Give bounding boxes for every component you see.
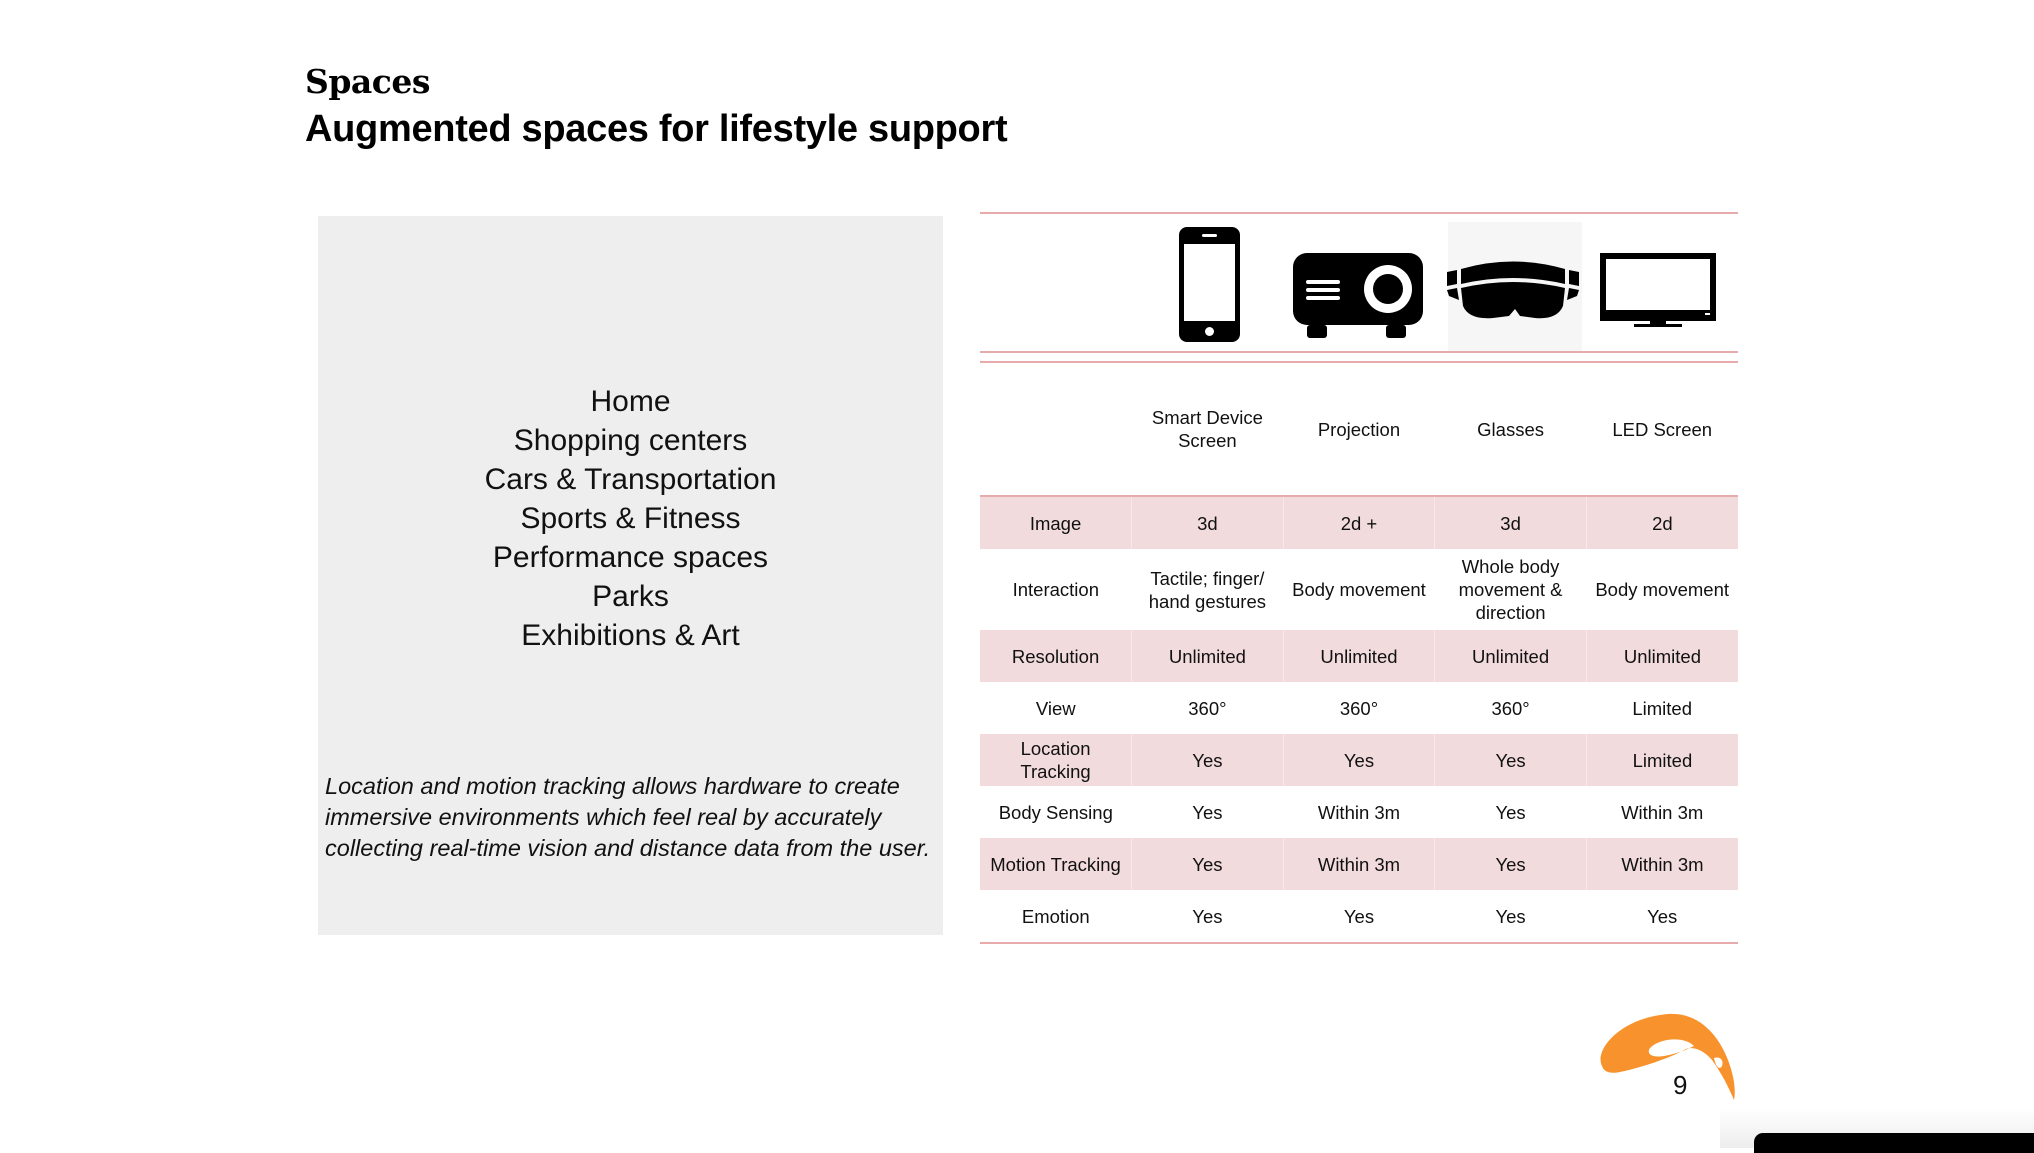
- space-item: Home: [590, 385, 671, 418]
- projector-icon: [1283, 214, 1434, 351]
- spaces-panel: [318, 216, 943, 935]
- cell: Yes: [1495, 801, 1526, 823]
- space-item: Cars & Transportation: [484, 463, 777, 496]
- cell: 360°: [1491, 697, 1530, 719]
- column-header: Smart Device Screen: [1151, 407, 1263, 451]
- cell: 360°: [1188, 697, 1227, 719]
- icon-cell-glasses: [1435, 214, 1587, 351]
- slide-title: Spaces: [305, 62, 430, 101]
- spaces-list: [318, 382, 943, 655]
- cell: Body movement: [1292, 579, 1426, 600]
- cell: Whole body movement & direction: [1458, 556, 1563, 623]
- table-row: [980, 497, 1738, 549]
- table-header-row: [980, 363, 1738, 495]
- table-row: [980, 734, 1738, 786]
- cell: Limited: [1586, 734, 1738, 786]
- space-item: Performance spaces: [492, 541, 769, 574]
- cell: Yes: [1192, 905, 1223, 927]
- space-item: Sports & Fitness: [520, 502, 741, 535]
- cell: Yes: [1192, 801, 1223, 823]
- cell: Tactile; finger/ hand gestures: [1148, 567, 1267, 612]
- cell: Limited: [1632, 697, 1692, 719]
- page-number: 9: [1673, 1070, 1688, 1100]
- cell: 360°: [1339, 697, 1379, 719]
- table-bottom-rule: [980, 942, 1738, 944]
- cell: Within 3m: [1621, 801, 1704, 823]
- table-row: [980, 630, 1738, 682]
- tv-monitor-icon: [1586, 214, 1737, 351]
- table-row: [980, 838, 1738, 890]
- table-row: [980, 682, 1738, 734]
- table-row: [980, 786, 1738, 838]
- cell: 2d +: [1283, 497, 1435, 549]
- cell: Within 3m: [1283, 838, 1435, 890]
- cell: Yes: [1435, 734, 1587, 786]
- cell: Yes: [1343, 905, 1375, 927]
- row-label: Image: [980, 497, 1132, 549]
- icon-cell-led-screen: [1586, 214, 1738, 351]
- cell: Yes: [1435, 838, 1587, 890]
- row-label: Emotion: [1021, 905, 1090, 927]
- cell: 3d: [1132, 497, 1284, 549]
- icon-cell-projection: [1283, 214, 1435, 351]
- table-row: [980, 549, 1738, 630]
- cell: Yes: [1132, 734, 1284, 786]
- cell: Within 3m: [1317, 801, 1401, 823]
- row-label: Motion Tracking: [980, 838, 1132, 890]
- row-label: View: [1035, 697, 1076, 719]
- comparison-table: [980, 212, 1738, 944]
- cell: Unlimited: [1132, 630, 1284, 682]
- icon-cell-smart-device: [1132, 214, 1284, 351]
- column-header: Glasses: [1477, 418, 1544, 440]
- column-header: LED Screen: [1612, 418, 1713, 440]
- cell: Within 3m: [1586, 838, 1738, 890]
- row-label: Resolution: [980, 630, 1132, 682]
- dock-bar: [1754, 1133, 2034, 1153]
- cell: Unlimited: [1283, 630, 1435, 682]
- column-header: [980, 363, 1132, 495]
- slide-subtitle: Augmented spaces for lifestyle support: [305, 108, 1008, 150]
- cell: Unlimited: [1586, 630, 1738, 682]
- cell: Unlimited: [1435, 630, 1587, 682]
- row-label: Body Sensing: [998, 801, 1113, 823]
- cell: Body movement: [1595, 579, 1730, 600]
- vr-headset-icon: [1435, 214, 1586, 351]
- row-label: Location Tracking: [980, 734, 1132, 786]
- tracking-note: Location and motion tracking allows hardware to create immersive environments which feel real by accurately collecting real-time vision and distance data from the user.: [325, 773, 931, 861]
- cell: Yes: [1132, 838, 1284, 890]
- row-label: Interaction: [1012, 579, 1099, 600]
- brand-logo-icon: [1590, 1010, 1740, 1102]
- space-item: Parks: [592, 580, 669, 613]
- cell: 3d: [1435, 497, 1587, 549]
- cell: 2d: [1586, 497, 1738, 549]
- cell: Yes: [1283, 734, 1435, 786]
- comparison-grid: [980, 363, 1738, 942]
- cell: Yes: [1647, 905, 1678, 927]
- table-row: [980, 890, 1738, 942]
- cell: Yes: [1495, 905, 1526, 927]
- column-header: Projection: [1317, 418, 1401, 440]
- device-icons-row: [980, 214, 1738, 351]
- space-item: Exhibitions & Art: [521, 619, 740, 652]
- smartphone-icon: [1132, 214, 1283, 351]
- space-item: Shopping centers: [513, 424, 748, 457]
